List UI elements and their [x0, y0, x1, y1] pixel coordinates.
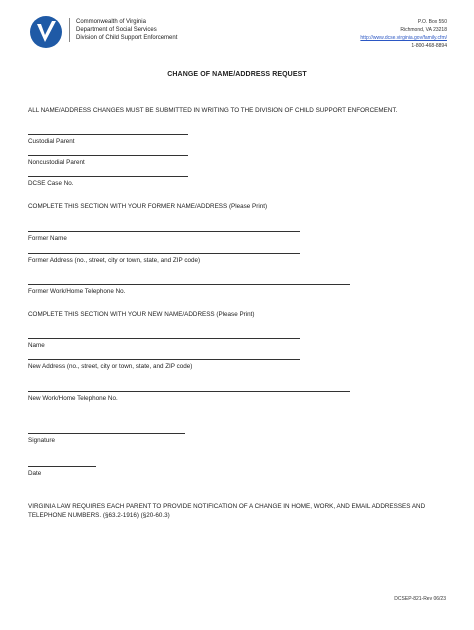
former-address-field[interactable] — [28, 253, 300, 254]
former-phone-field[interactable] — [28, 284, 350, 285]
case-number-label: DCSE Case No. — [28, 180, 74, 187]
city-state-zip: Richmond, VA 23218 — [400, 27, 447, 33]
website-link[interactable]: http://www.dcse.virginia.gov/family.cfm/ — [360, 35, 447, 41]
former-address-label: Former Address (no., street, city or town, state, and ZIP code) — [28, 257, 201, 264]
agency-line-2: Department of Social Services — [76, 27, 157, 33]
agency-line-3: Division of Child Support Enforcement — [76, 35, 178, 41]
new-phone-label: New Work/Home Telephone No. — [28, 395, 118, 402]
new-address-label: New Address (no., street, city or town, state, and ZIP code) — [28, 363, 193, 370]
new-phone-field[interactable] — [28, 391, 350, 392]
former-phone-label: Former Work/Home Telephone No. — [28, 288, 126, 295]
intro-text: ALL NAME/ADDRESS CHANGES MUST BE SUBMITTED IN WRITING TO THE DIVISION OF CHILD SUPPORT ENFORCEMENT. — [28, 107, 398, 114]
contact-block — [360, 18, 447, 50]
new-section-heading: COMPLETE THIS SECTION WITH YOUR NEW NAME/ADDRESS (Please Print) — [28, 311, 255, 318]
signature-label: Signature — [28, 437, 55, 444]
noncustodial-parent-field[interactable] — [28, 155, 188, 156]
new-name-field[interactable] — [28, 338, 300, 339]
agency-block — [69, 18, 177, 42]
new-address-field[interactable] — [28, 359, 300, 360]
signature-field[interactable] — [28, 433, 185, 434]
new-name-label: Name — [28, 342, 45, 349]
date-label: Date — [28, 470, 42, 477]
form-number: DCSEP-821-Rev 06/23 — [394, 596, 446, 602]
virginia-dss-logo-icon — [29, 15, 63, 49]
legal-notice: VIRGINIA LAW REQUIRES EACH PARENT TO PROVIDE NOTIFICATION OF A CHANGE IN HOME, WORK, AND EMAIL ADDRESSES AND TELEPHONE NUMBERS. (§63.2-1916) (§20-60.3) — [28, 503, 426, 519]
phone-number: 1-800-468-8894 — [411, 43, 447, 49]
custodial-parent-field[interactable] — [28, 134, 188, 135]
po-box: P.O. Box 550 — [417, 19, 447, 25]
agency-line-1: Commonwealth of Virginia — [76, 19, 146, 25]
former-name-field[interactable] — [28, 231, 300, 232]
case-number-field[interactable] — [28, 176, 188, 177]
former-name-label: Former Name — [28, 235, 67, 242]
custodial-parent-label: Custodial Parent — [28, 138, 75, 145]
former-section-heading: COMPLETE THIS SECTION WITH YOUR FORMER NAME/ADDRESS (Please Print) — [28, 203, 268, 210]
form-title: CHANGE OF NAME/ADDRESS REQUEST — [167, 71, 307, 78]
date-field[interactable] — [28, 466, 96, 467]
noncustodial-parent-label: Noncustodial Parent — [28, 159, 85, 166]
